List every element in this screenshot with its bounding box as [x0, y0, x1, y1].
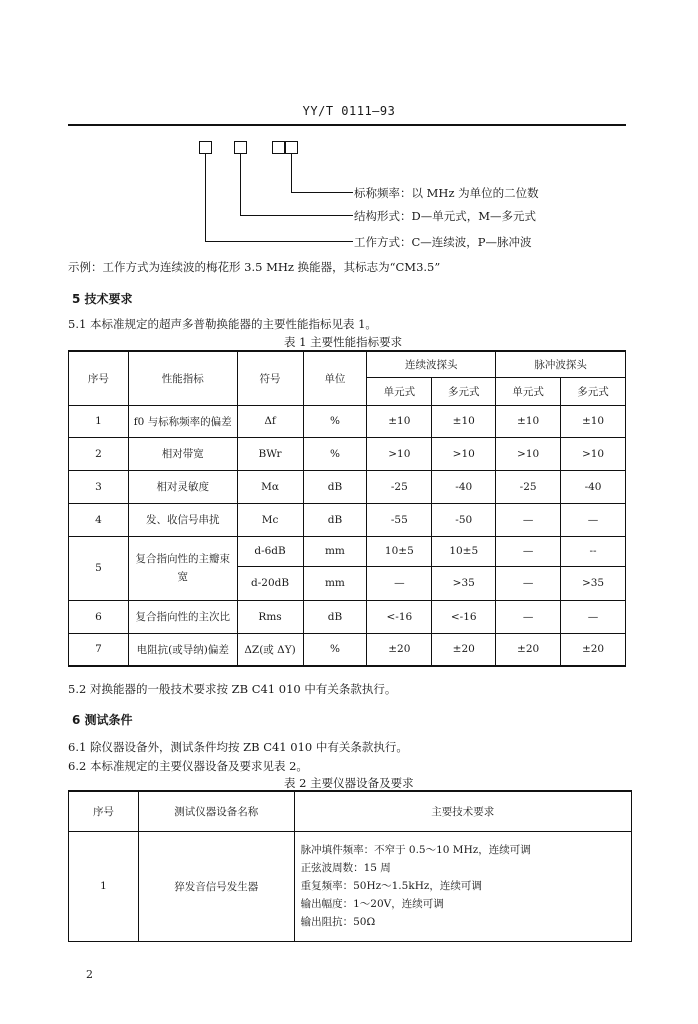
- row-performance: 复合指向性的主瓣束宽: [128, 536, 237, 600]
- row-unit: dB: [303, 600, 367, 633]
- header-cw-single: 单元式: [367, 377, 432, 405]
- t2-row-requirements: [294, 831, 631, 941]
- table-row: [69, 536, 626, 566]
- row-value: 10±5: [432, 536, 496, 566]
- header-cw-multi: 多元式: [432, 377, 496, 405]
- row-value: —: [496, 503, 561, 536]
- table-row: [69, 831, 632, 941]
- row-symbol: Mα: [237, 470, 303, 503]
- table-2-caption: 表 2 主要仪器设备及要求: [284, 776, 414, 790]
- header-pw-multi: 多元式: [561, 377, 626, 405]
- row-symbol: Δf: [237, 405, 303, 437]
- code-box-structure: [234, 141, 247, 154]
- label-frequency: 标称频率：以 MHz 为单位的二位数: [354, 186, 539, 200]
- header-seq: 序号: [69, 351, 129, 405]
- header-pulse-wave: 脉冲波探头: [496, 351, 626, 377]
- row-value: -40: [561, 470, 626, 503]
- row-value: —: [496, 536, 561, 566]
- requirement-line: 输出幅度：1～20V，连续可调: [300, 898, 444, 910]
- row-unit: %: [303, 633, 367, 666]
- row-seq: 5: [69, 536, 129, 600]
- table-1-caption: 表 1 主要性能指标要求: [284, 335, 403, 349]
- row-unit: mm: [303, 536, 367, 566]
- code-box-frequency-1: [272, 141, 285, 154]
- header-pw-single: 单元式: [496, 377, 561, 405]
- t2-row-name: 猝发音信号发生器: [138, 831, 294, 941]
- row-unit: mm: [303, 566, 367, 600]
- t2-header-seq: 序号: [69, 791, 139, 831]
- paragraph-5-1: 5.1 本标准规定的超声多普勒换能器的主要性能指标见表 1。: [68, 317, 377, 331]
- row-value: >10: [561, 437, 626, 470]
- row-value: ±10: [367, 405, 432, 437]
- leader-frequency: [291, 154, 292, 192]
- section-6-title: 6 测试条件: [72, 713, 133, 727]
- paragraph-6-2: 6.2 本标准规定的主要仪器设备及要求见表 2。: [68, 759, 308, 773]
- row-value: ±10: [496, 405, 561, 437]
- row-value: —: [496, 566, 561, 600]
- table-row: [69, 633, 626, 666]
- row-value: —: [367, 566, 432, 600]
- t2-header-name: 测试仪器设备名称: [138, 791, 294, 831]
- table-row: [69, 470, 626, 503]
- row-value: —: [561, 600, 626, 633]
- requirement-line: 输出阻抗：50Ω: [300, 916, 376, 928]
- paragraph-5-2: 5.2 对换能器的一般技术要求按 ZB C41 010 中有关条款执行。: [68, 682, 397, 696]
- row-unit: dB: [303, 470, 367, 503]
- row-value: ±20: [496, 633, 561, 666]
- requirement-line: 正弦波周数：15 周: [300, 862, 391, 874]
- code-box-mode: [199, 141, 212, 154]
- row-value: ±10: [561, 405, 626, 437]
- row-symbol: BWr: [237, 437, 303, 470]
- row-value: <-16: [367, 600, 432, 633]
- row-unit: dB: [303, 503, 367, 536]
- header-unit: 单位: [303, 351, 367, 405]
- row-value: -50: [432, 503, 496, 536]
- row-symbol: Mc: [237, 503, 303, 536]
- table-row: [69, 405, 626, 437]
- row-performance: 相对灵敏度: [128, 470, 237, 503]
- row-seq: 1: [69, 405, 129, 437]
- row-value: —: [496, 600, 561, 633]
- leader-structure-h: [240, 215, 353, 216]
- paragraph-6-1: 6.1 除仪器设备外，测试条件均按 ZB C41 010 中有关条款执行。: [68, 740, 408, 754]
- row-value: <-16: [432, 600, 496, 633]
- table-2: [68, 790, 632, 942]
- row-performance: 复合指向性的主次比: [128, 600, 237, 633]
- leader-structure: [240, 154, 241, 215]
- row-symbol: d-20dB: [237, 566, 303, 600]
- header-rule: [68, 124, 626, 126]
- row-value: ±10: [432, 405, 496, 437]
- row-value: -25: [367, 470, 432, 503]
- row-value: >10: [367, 437, 432, 470]
- section-5-title: 5 技术要求: [72, 292, 133, 306]
- header-continuous-wave: 连续波探头: [367, 351, 496, 377]
- t2-header-requirements: 主要技术要求: [294, 791, 631, 831]
- requirement-line: 脉冲填件频率：不窄于 0.5～10 MHz，连续可调: [300, 844, 531, 856]
- requirement-line: 重复频率：50Hz～1.5kHz，连续可调: [300, 880, 482, 892]
- row-unit: %: [303, 437, 367, 470]
- table-row: [69, 503, 626, 536]
- row-seq: 7: [69, 633, 129, 666]
- row-value: -40: [432, 470, 496, 503]
- row-symbol: Rms: [237, 600, 303, 633]
- header-symbol: 符号: [237, 351, 303, 405]
- row-performance: f0 与标称频率的偏差: [128, 405, 237, 437]
- table-1: [68, 350, 626, 667]
- leader-mode-h: [205, 241, 353, 242]
- row-symbol: ΔZ(或 ΔY): [237, 633, 303, 666]
- label-structure: 结构形式：D—单元式，M—多元式: [354, 209, 536, 223]
- row-value: >35: [432, 566, 496, 600]
- code-box-frequency-2: [285, 141, 298, 154]
- row-value: >35: [561, 566, 626, 600]
- label-mode: 工作方式：C—连续波，P—脉冲波: [354, 235, 532, 249]
- row-seq: 2: [69, 437, 129, 470]
- row-value: --: [561, 536, 626, 566]
- row-value: —: [561, 503, 626, 536]
- t2-row-seq: 1: [69, 831, 139, 941]
- row-value: -55: [367, 503, 432, 536]
- row-seq: 4: [69, 503, 129, 536]
- row-value: -25: [496, 470, 561, 503]
- row-performance: 发、收信号串扰: [128, 503, 237, 536]
- table-row: [69, 600, 626, 633]
- row-performance: 电阻抗(或导纳)偏差: [128, 633, 237, 666]
- header-performance: 性能指标: [128, 351, 237, 405]
- row-value: >10: [432, 437, 496, 470]
- row-value: 10±5: [367, 536, 432, 566]
- row-value: ±20: [367, 633, 432, 666]
- row-unit: %: [303, 405, 367, 437]
- page-number: 2: [86, 968, 93, 981]
- row-value: ±20: [432, 633, 496, 666]
- row-value: ±20: [561, 633, 626, 666]
- document-code: YY/T 0111—93: [302, 104, 396, 118]
- example-text: 示例：工作方式为连续波的梅花形 3.5 MHz 换能器，其标志为“CM3.5”: [68, 260, 441, 274]
- row-symbol: d-6dB: [237, 536, 303, 566]
- table-row: [69, 437, 626, 470]
- row-seq: 3: [69, 470, 129, 503]
- leader-mode: [205, 154, 206, 241]
- leader-frequency-h: [291, 192, 353, 193]
- row-value: >10: [496, 437, 561, 470]
- row-seq: 6: [69, 600, 129, 633]
- row-performance: 相对带宽: [128, 437, 237, 470]
